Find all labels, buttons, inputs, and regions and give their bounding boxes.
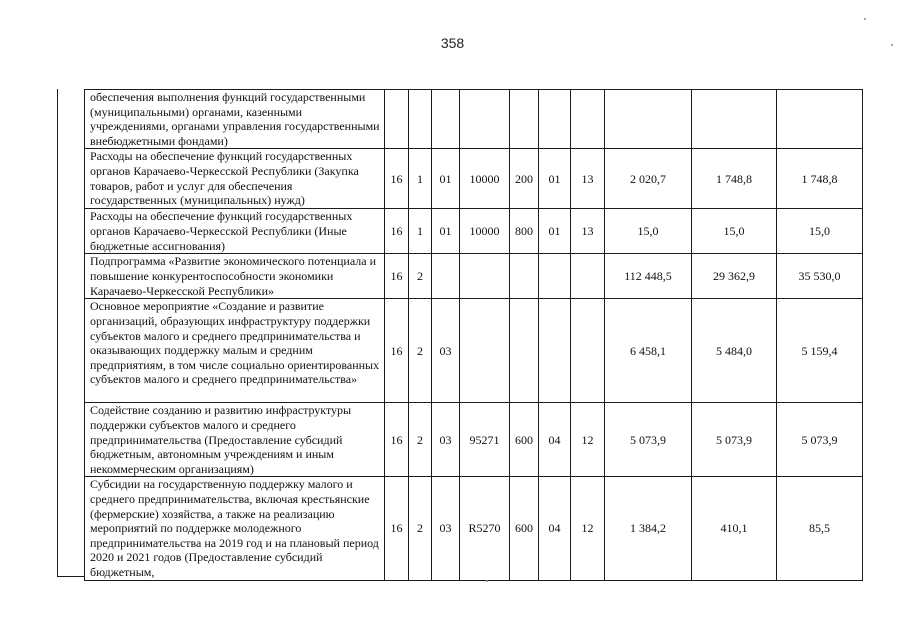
code-direction: R5270 (460, 477, 510, 580)
margin-rule-bottom (57, 576, 85, 577)
table-row (85, 209, 863, 254)
code-expense-type: 600 (510, 403, 539, 477)
code-program: 2 (409, 299, 432, 403)
code-ministry: 16 (385, 254, 409, 299)
amount-2019: 2 020,7 (605, 149, 692, 209)
scan-speck (891, 44, 893, 46)
code-program: 2 (409, 403, 432, 477)
code-direction: 10000 (460, 149, 510, 209)
code-expense-type: 600 (510, 477, 539, 580)
scan-speck (486, 580, 488, 582)
amount-2020: 1 748,8 (692, 149, 777, 209)
code-ministry (385, 90, 409, 149)
code-program: 1 (409, 209, 432, 254)
amount-2019: 1 384,2 (605, 477, 692, 580)
code-section (539, 90, 571, 149)
amount-2019: 15,0 (605, 209, 692, 254)
code-direction (460, 299, 510, 403)
row-name: Основное мероприятие «Создание и развитие организаций, образующих инфраструктуру поддержки субъектов малого и среднего предпринимательства и оказывающих поддержку малым и средним предприятиям, в том числе социально ориентированных субъектов малого и среднего предпринимательства» (85, 299, 385, 403)
code-subprogram: 01 (432, 209, 460, 254)
code-expense-type: 200 (510, 149, 539, 209)
code-subsection: 12 (571, 477, 605, 580)
code-direction: 10000 (460, 209, 510, 254)
code-subprogram (432, 254, 460, 299)
code-ministry: 16 (385, 209, 409, 254)
amount-2021: 35 530,0 (777, 254, 863, 299)
code-subsection: 13 (571, 149, 605, 209)
code-program: 2 (409, 254, 432, 299)
code-subsection (571, 90, 605, 149)
code-subprogram: 01 (432, 149, 460, 209)
amount-2021: 5 073,9 (777, 403, 863, 477)
scan-speck (864, 18, 866, 20)
code-expense-type (510, 299, 539, 403)
code-ministry: 16 (385, 403, 409, 477)
table-row (85, 477, 863, 580)
amount-2021: 85,5 (777, 477, 863, 580)
code-subprogram: 03 (432, 477, 460, 580)
table-row (85, 403, 863, 477)
code-direction (460, 90, 510, 149)
code-direction: 95271 (460, 403, 510, 477)
amount-2019: 112 448,5 (605, 254, 692, 299)
code-subsection (571, 254, 605, 299)
code-section: 01 (539, 209, 571, 254)
margin-rule-left (57, 89, 58, 577)
table-row (85, 299, 863, 403)
amount-2020: 5 073,9 (692, 403, 777, 477)
page-number: 358 (440, 35, 465, 51)
row-name: Расходы на обеспечение функций государственных органов Карачаево-Черкесской Республики (Закупка товаров, работ и услуг для обеспечения государственных (муниципальных) нужд) (85, 149, 385, 209)
amount-2019 (605, 90, 692, 149)
code-program (409, 90, 432, 149)
code-ministry: 16 (385, 149, 409, 209)
code-program: 2 (409, 477, 432, 580)
amount-2019: 6 458,1 (605, 299, 692, 403)
budget-table (84, 89, 863, 581)
code-expense-type (510, 254, 539, 299)
table-row (85, 90, 863, 149)
amount-2020 (692, 90, 777, 149)
code-subsection: 12 (571, 403, 605, 477)
table-row (85, 254, 863, 299)
code-ministry: 16 (385, 299, 409, 403)
code-direction (460, 254, 510, 299)
code-subsection (571, 299, 605, 403)
amount-2020: 15,0 (692, 209, 777, 254)
amount-2021: 1 748,8 (777, 149, 863, 209)
code-program: 1 (409, 149, 432, 209)
budget-table-container (84, 89, 863, 581)
code-subprogram: 03 (432, 299, 460, 403)
row-name: Содействие созданию и развитию инфраструктуры поддержки субъектов малого и среднего предпринимательства (Предоставление субсидий бюджетным, автономным учреждениям и иным некоммерческим организациям) (85, 403, 385, 477)
amount-2020: 410,1 (692, 477, 777, 580)
code-section: 01 (539, 149, 571, 209)
code-section: 04 (539, 403, 571, 477)
row-name: Подпрограмма «Развитие экономического потенциала и повышение конкурентоспособности экономики Карачаево-Черкесской Республики» (85, 254, 385, 299)
row-name: обеспечения выполнения функций государственными (муниципальными) органами, казенными учреждениями, органами управления государственными внебюджетными фондами) (85, 90, 385, 149)
code-subsection: 13 (571, 209, 605, 254)
code-ministry: 16 (385, 477, 409, 580)
code-subprogram (432, 90, 460, 149)
code-section: 04 (539, 477, 571, 580)
row-name: Расходы на обеспечение функций государственных органов Карачаево-Черкесской Республики (Иные бюджетные ассигнования) (85, 209, 385, 254)
code-expense-type: 800 (510, 209, 539, 254)
amount-2019: 5 073,9 (605, 403, 692, 477)
table-row (85, 149, 863, 209)
amount-2020: 5 484,0 (692, 299, 777, 403)
amount-2021 (777, 90, 863, 149)
amount-2020: 29 362,9 (692, 254, 777, 299)
row-name: Субсидии на государственную поддержку малого и среднего предпринимательства, включая крестьянские (фермерские) хозяйства, а также на реализацию мероприятий по поддержке молодежного предпринимательства на 2019 год и на плановый период 2020 и 2021 годов (Предоставление субсидий бюджетным, (85, 477, 385, 580)
code-section (539, 299, 571, 403)
code-subprogram: 03 (432, 403, 460, 477)
amount-2021: 15,0 (777, 209, 863, 254)
amount-2021: 5 159,4 (777, 299, 863, 403)
code-expense-type (510, 90, 539, 149)
code-section (539, 254, 571, 299)
